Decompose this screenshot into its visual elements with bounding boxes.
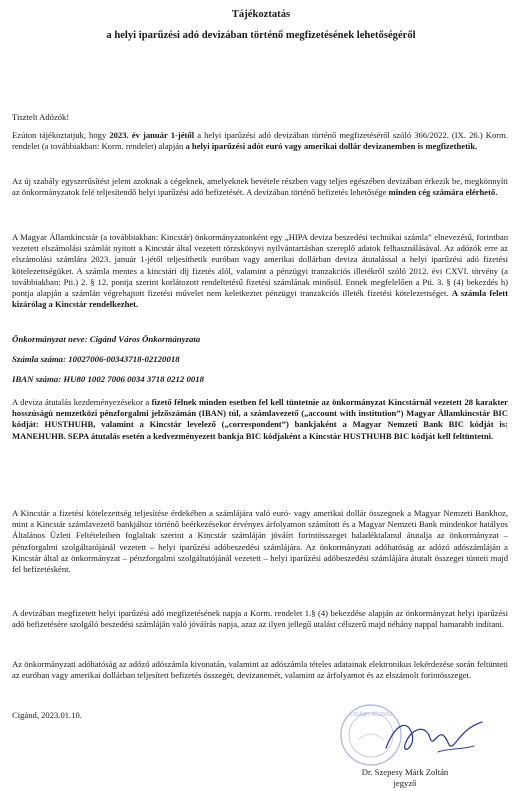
paragraph-statement: Az önkormányzati adóhatóság az adózó adószámla kivonatán, valamint az adószámla tételes adatainak elektronikus lekérdezése során feltünteti az euróban vagy amerikai dollárban teljesített befizetés összegét, devizanemét, valamint az árfolyamot és az elszámolt forintösszeget. [12,659,508,681]
signatory-name: Dr. Szepesy Márk Zoltán [361,767,449,777]
municipality-name: Önkormányzat neve: Cigánd Város Önkormányzata [12,334,201,344]
handwritten-signature [378,712,488,768]
greeting: Tisztelt Adózók! [12,112,70,122]
paragraph-treasury-account: A Magyar Államkincstár (a továbbiakban: Kincstár) önkormányzatonként egy „HIPA deviza beszedési technikai számla” elnevezésű, forintban vezetett elszámolási számlát nyitott a Kincstár által vezetett törzskönyvi nyilvántartásban szereplő adatok felhasználásával. Az adózók erre az elszámolási számlára 2023. január 1-jétől teljesíthetik euróban vagy amerikai dollárban deviza átutalással a helyi iparűzési adó fizetési kötelezettségüket. A számla mentes a kincstári díj fizetés alól, valamint a pénzügyi tranzakciós illetékről szóló 2012. évi CXVI. törvény (a továbbiakban: Pti.) 2. § 12. pontja szerint korlátozott rendeltetésű fizetési számlának minősül. Ennek megfelelően a Pti. 3. § (4) bekezdés h) pontja alapján a számlán végrehajtott fizetési művelet nem keletkeztet pénzügyi tranzakciós illeték fizetési kötelezettséget. A számla felett kizárólag a Kincstár rendelkezhet. [12,232,508,310]
account-number: Számla száma: 10027006-00343718-02120018 [12,354,180,364]
signatory-role: jegyző [393,778,417,788]
paragraph-transfer-requirements: A deviza átutalás kezdeményezésekor a fizető félnek minden esetben fel kell tüntetnie az önkormányzat Kincstárnál vezetett 28 karakter hosszúságú nemzetközi pénzforgalmi jelzőszámán (IBAN) túl, a számlavezető („account with institution”) Magyar Államkincstár BIC kódját: HUSTHUHB, valamint a Kincstár levelező („correspondent”) bankjaként a Magyar Nemzeti Bank BIC kódját is: MANEHUHB. SEPA átutalás esetén a kedvezményezett bankja BIC kódjaként a Kincstár HUSTHUHB BIC kódját kell feltüntetni. [12,397,508,441]
place-and-date: Cigánd, 2023.01.10. [12,710,82,720]
paragraph-intro: Ezúton tájékoztatjuk, hogy 2023. év január 1-jétől a helyi iparűzési adó devizában történő megfizetéséről szóló 366/2022. (IX. 26.) Korm. rendelet (a továbbiakban: Korm. rendelet) alapján a helyi iparűzési adót euró vagy amerikai dollár devizanemben is megfizethetik. [12,130,508,152]
svg-text:CIGÁND KÖZSÉG: CIGÁND KÖZSÉG [349,712,393,718]
document-title: Tájékoztatás [231,9,291,20]
iban-number: IBAN száma: HU80 1002 7006 0034 3718 0212 0018 [12,374,205,384]
paragraph-payment-date: A devizában megfizetett helyi iparűzési adó megfizetésének napja a Korm. rendelet 1.§ (4) bekezdése alapján az önkormányzat helyi iparűzési adó befizetésére szolgáló beszedési számláján való jóváírás napja, azaz az ilyen jellegű utalást célszerű majd néhány nappal hamarabb indítani. [12,608,508,630]
paragraph-exchange-process: A Kincstár a fizetési kötelezettség teljesítése érdekében a számlájára való euró- vagy amerikai dollár összegnek a Magyar Nemzeti Bankhoz, mint a Kincstár számlavezető bankjához történő beérkezésekor érvényes árfolyamon számított és a Magyar Nemzeti Bank mindenkor hatályos Általános Üzleti Feltételeiben foglaltak szerint a Kincstár számláján jóváírt forintösszeget haladéktalanul átutalja az önkormányzat – pénzforgalmi szolgáltatójánál vezetett – helyi iparűzési adóbeszedési számlájára. Az önkormányzati adóhatóság az adózó adószámláján a Kincstár által az önkormányzat – pénzforgalmi szolgáltatójánál vezetett – helyi iparűzési adóbeszedési számlájára átutalt összeget tünteti majd fel befizetésként. [12,508,508,575]
paragraph-simplification: Az új szabály egyszerűsítést jelent azoknak a cégeknek, amelyeknek bevétele részben vagy teljes egészében devizában érkezik be, megkönnyíti az önkormányzatok felé teljesítendő helyi iparűzési adó befizetését. A devizában történő befizetés lehetősége minden cég számára elérhető. [12,176,508,198]
document-subtitle: a helyi iparűzési adó devizában történő megfizetésének lehetőségéről [106,30,416,41]
signatory [345,767,465,789]
